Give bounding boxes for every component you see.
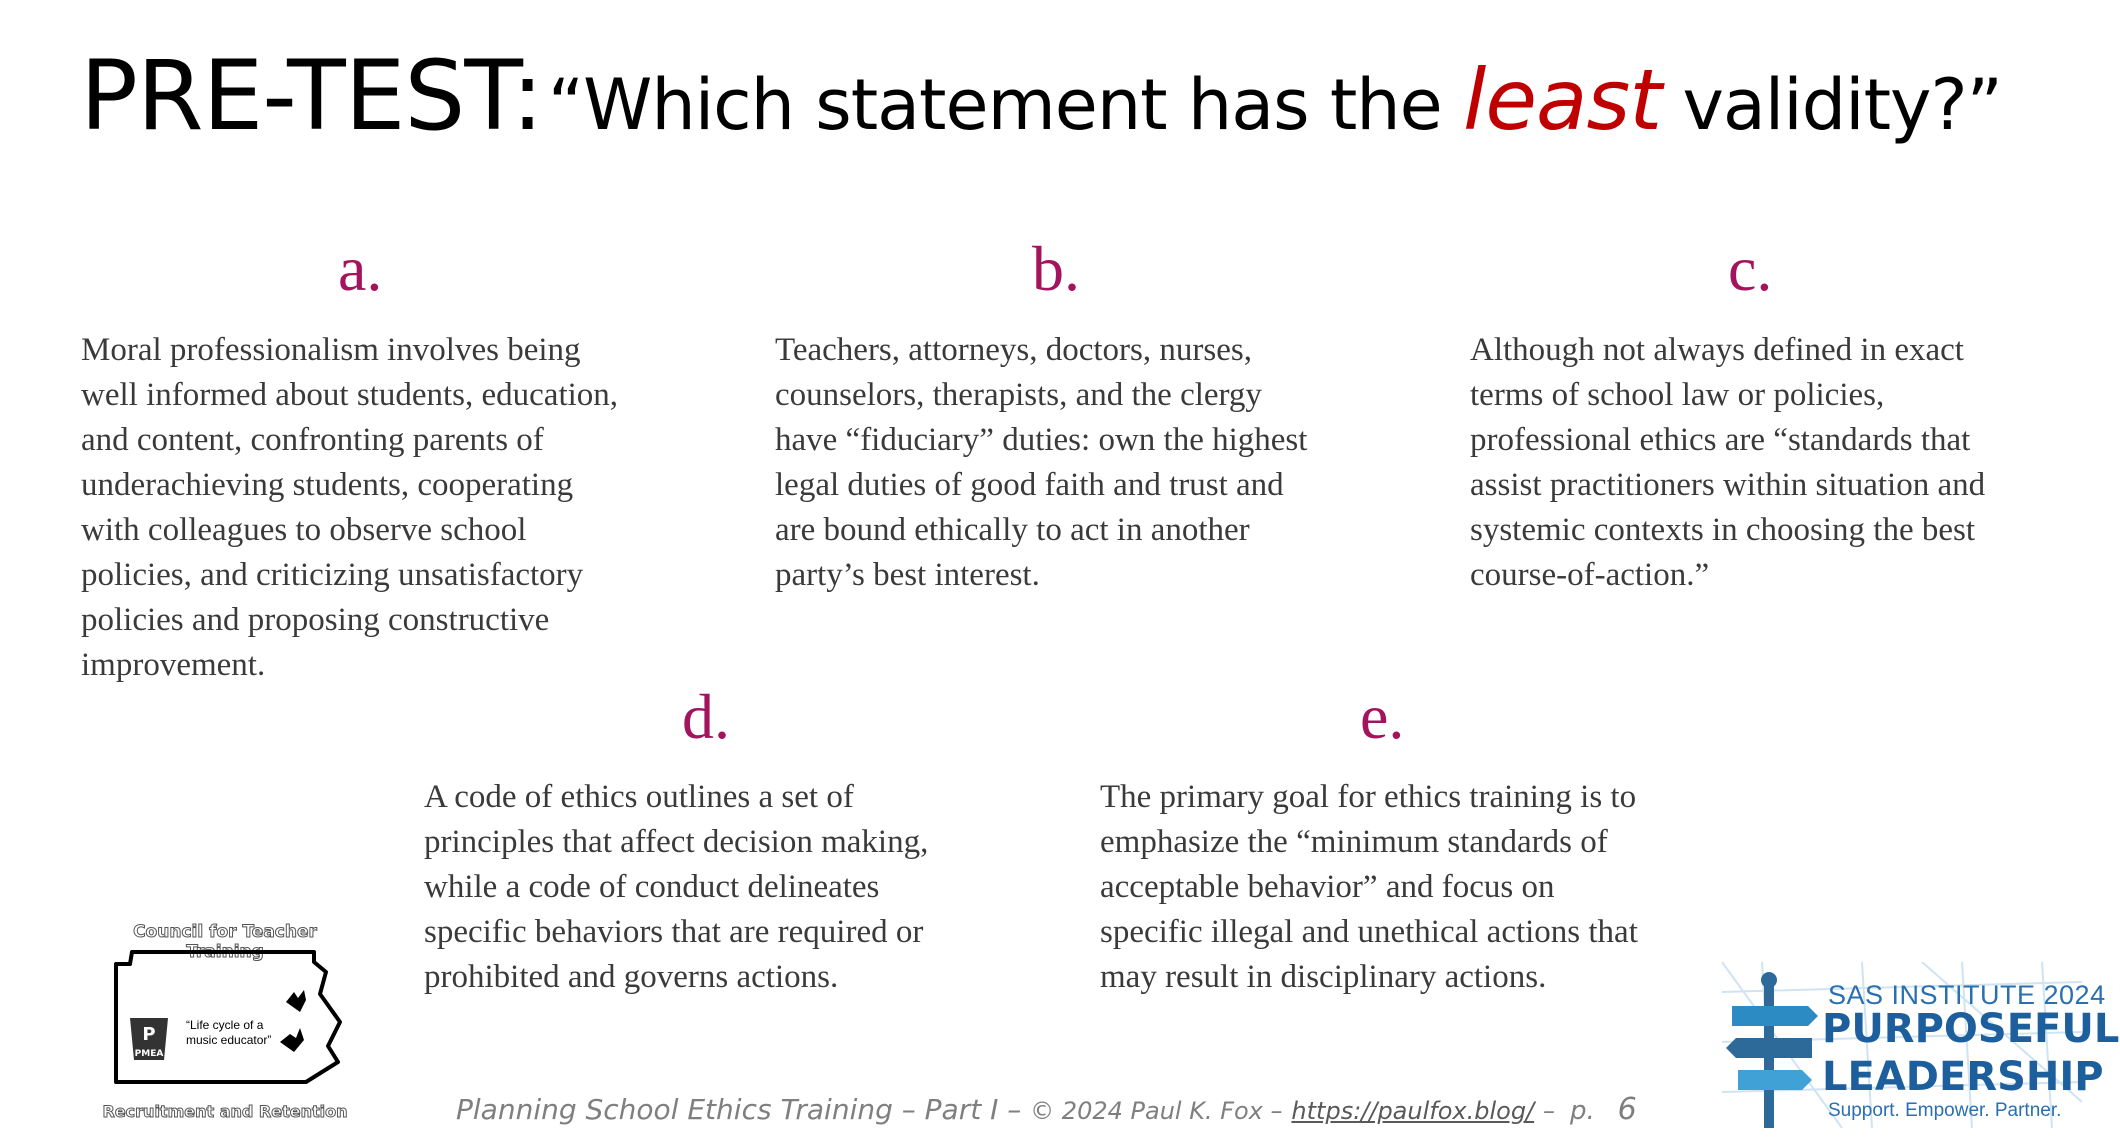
option-e-line: specific illegal and unethical actions that xyxy=(1100,914,1638,950)
title-prefix: PRE-TEST: xyxy=(80,40,543,152)
pmea-keystone-icon xyxy=(126,1016,172,1062)
option-c-line: assist practitioners within situation and xyxy=(1470,467,1986,503)
title-question-start: “Which statement has the xyxy=(547,64,1442,146)
option-e-line: emphasize the “minimum standards of xyxy=(1100,824,1608,860)
option-e-line: acceptable behavior” and focus on xyxy=(1100,869,1555,905)
option-b-line: party’s best interest. xyxy=(775,557,1040,593)
logo-motto xyxy=(186,1018,271,1048)
option-d-line: A code of ethics outlines a set of xyxy=(424,779,854,815)
svg-text:PMEA: PMEA xyxy=(134,1049,164,1059)
option-a-line: policies, and criticizing unsatisfactory xyxy=(81,557,584,593)
option-a-letter: a. xyxy=(338,233,383,304)
option-b-line: have “fiduciary” duties: own the highest xyxy=(775,422,1308,458)
option-a-text xyxy=(81,328,618,688)
option-b-line: are bound ethically to act in another xyxy=(775,512,1250,548)
sas-institute-logo xyxy=(1722,962,2120,1128)
option-b-line: counselors, therapists, and the clergy xyxy=(775,377,1262,413)
title-question xyxy=(547,51,2002,149)
footer-copyright: © 2024 Paul K. Fox – xyxy=(1030,1097,1283,1125)
option-b-line: legal duties of good faith and trust and xyxy=(775,467,1284,503)
option-a-line: well informed about students, education, xyxy=(81,377,619,413)
option-c-line: terms of school law or policies, xyxy=(1470,377,1885,413)
option-d-line: principles that affect decision making, xyxy=(424,824,929,860)
logo-headline-1: PURPOSEFUL xyxy=(1822,1006,2120,1052)
option-e-text xyxy=(1100,775,1638,1000)
option-e-line: may result in disciplinary actions. xyxy=(1100,959,1547,995)
logo-event-name: SAS INSTITUTE 2024 xyxy=(1828,980,2106,1010)
option-c-letter: c. xyxy=(1728,233,1773,304)
option-d-line: specific behaviors that are required or xyxy=(424,914,924,950)
logo-motto-line: “Life cycle of a xyxy=(186,1018,264,1032)
slide-title xyxy=(80,40,2002,152)
option-c-line: systemic contexts in choosing the best xyxy=(1470,512,1976,548)
option-c-line: course-of-action.” xyxy=(1470,557,1710,593)
footer-title: Planning School Ethics Training – Part I – xyxy=(456,1093,1022,1126)
footer-page-number: 6 xyxy=(1617,1092,1637,1127)
title-question-end: validity?” xyxy=(1682,64,2002,146)
option-e-letter: e. xyxy=(1360,681,1405,752)
option-a-line: policies and proposing constructive xyxy=(81,602,550,638)
footer-page-label: p. xyxy=(1569,1096,1595,1126)
logo-headline-2: LEADERSHIP xyxy=(1822,1054,2104,1100)
option-a-line: underachieving students, cooperating xyxy=(81,467,574,503)
option-a-line: Moral professionalism involves being xyxy=(81,332,581,368)
footer-link[interactable]: https://paulfox.blog/ xyxy=(1291,1097,1535,1125)
option-a-line: with colleagues to observe school xyxy=(81,512,527,548)
option-b-text xyxy=(775,328,1307,598)
option-d-line: while a code of conduct delineates xyxy=(424,869,880,905)
option-a-line: improvement. xyxy=(81,647,266,683)
option-a-line: and content, confronting parents of xyxy=(81,422,544,458)
option-d-line: prohibited and governs actions. xyxy=(424,959,839,995)
slide-footer xyxy=(456,1092,1637,1127)
svg-text:P: P xyxy=(142,1024,156,1045)
option-e-line: The primary goal for ethics training is to xyxy=(1100,779,1637,815)
signpost-icon xyxy=(1722,962,1822,1128)
title-emphasis: least xyxy=(1463,51,1662,149)
option-b-line: Teachers, attorneys, doctors, nurses, xyxy=(775,332,1252,368)
option-d-letter: d. xyxy=(682,681,730,752)
council-teacher-training-logo xyxy=(100,922,350,1142)
option-b-letter: b. xyxy=(1032,233,1080,304)
option-c-line: professional ethics are “standards that xyxy=(1470,422,1971,458)
option-c-text xyxy=(1470,328,1985,598)
logo-motto-line: music educator” xyxy=(186,1033,272,1047)
logo-bottom-text: Recruitment and Retention xyxy=(102,1102,348,1121)
logo-top-text: Council for Teacher Training xyxy=(133,922,317,962)
option-c-line: Although not always defined in exact xyxy=(1470,332,1964,368)
option-d-text xyxy=(424,775,928,1000)
logo-tagline: Support. Empower. Partner. xyxy=(1828,1100,2062,1121)
footer-dash: – xyxy=(1543,1097,1556,1125)
